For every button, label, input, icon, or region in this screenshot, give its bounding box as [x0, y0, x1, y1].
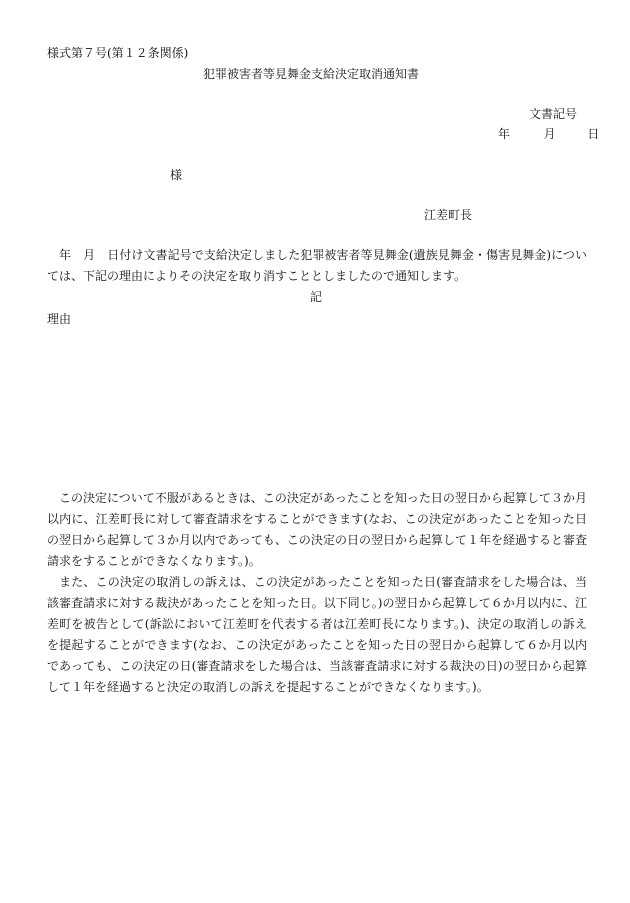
date-day: 日: [587, 127, 600, 141]
date-year: 年: [498, 127, 511, 141]
form-label: 様式第７号(第１２条関係): [47, 46, 189, 60]
document-number-label: 文書記号: [529, 107, 578, 121]
date-month: 月: [543, 127, 556, 141]
notice-paragraph-1: この決定について不服があるときは、この決定があったことを知った日の翌日から起算して３か月以内に、江差町長に対して審査請求をすることができます(なお、この決定があったことを知った日の翌日から起算して３か月以内であっても、この決定の日の翌日から起算して１年を経過すると審査請求をすることができなくなります。)。: [47, 491, 587, 568]
notice-paragraph-2: また、この決定の取消しの訴えは、この決定があったことを知った日(審査請求をした場合は、当該審査請求に対する裁決があったことを知った日。以下同じ。)の翌日から起算して６か月以内に、江差町を被告として(訴訟において江差町を代表する者は江差町長になります。)、決定の取消しの訴えを提起することができます(なお、この決定があったことを知った日の翌日から起算して６か月以内であっても、この決定の日(審査請求をした場合は、当該審査請求に対する裁決の日)の翌日から起算して１年を経過すると決定の取消しの訴えを提起することができなくなります。)。: [47, 575, 587, 694]
document-title: 犯罪被害者等見舞金支給決定取消通知書: [203, 67, 420, 81]
reason-content: [47, 335, 587, 475]
ki-label: 記: [310, 290, 323, 304]
addressee-suffix: 様: [170, 168, 183, 182]
issuer-name: 江差町長: [424, 208, 473, 222]
reason-label: 理由: [47, 312, 72, 326]
body-paragraph: 年 月 日付け文書記号で支給決定しました犯罪被害者等見舞金(遺族見舞金・傷害見舞金)については、下記の理由によりその決定を取り消すこととしましたので通知します。: [47, 248, 587, 283]
issue-date: [498, 128, 599, 140]
